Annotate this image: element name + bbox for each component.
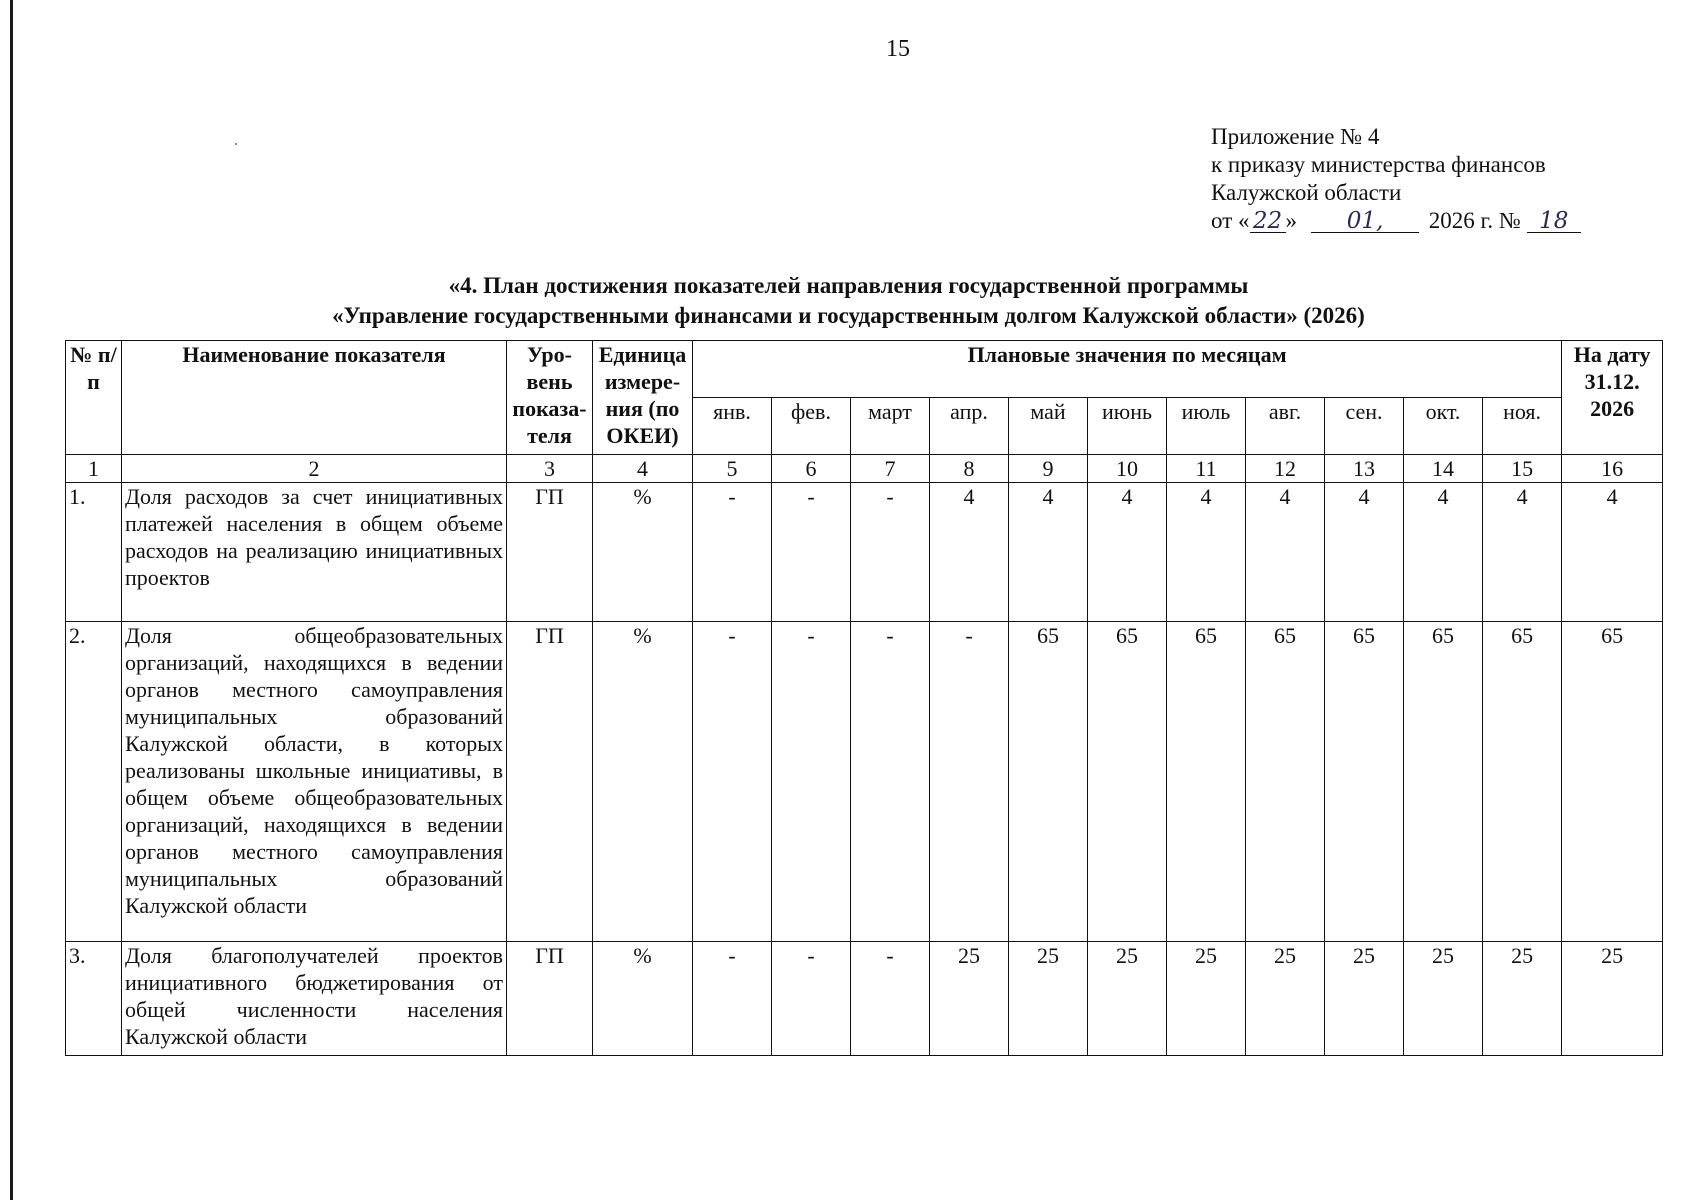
month-value-cell: 65 — [1404, 622, 1483, 942]
month-header: окт. — [1404, 398, 1483, 455]
month-value-cell: - — [772, 483, 851, 622]
month-value-cell: - — [772, 942, 851, 1056]
month-value-cell: - — [930, 622, 1009, 942]
month-header: ноя. — [1483, 398, 1562, 455]
month-value-cell: 4 — [1325, 483, 1404, 622]
column-number-cell: 10 — [1088, 455, 1167, 483]
row-number-cell: 2. — [66, 622, 122, 942]
appendix-line-3: Калужской области — [1211, 180, 1402, 205]
month-header: май — [1009, 398, 1088, 455]
month-value-cell: 25 — [1325, 942, 1404, 1056]
month-value-cell: 4 — [1246, 483, 1325, 622]
date-prefix: от « — [1211, 208, 1250, 233]
month-header: март — [851, 398, 930, 455]
header-final-date: На дату 31.12. 2026 — [1562, 341, 1663, 455]
month-value-cell: - — [851, 942, 930, 1056]
table-row — [66, 942, 1663, 1056]
page-edge-line — [10, 0, 13, 1200]
indicator-name-cell: Доля благополучателей проектов инициативного бюджетирования от общей численности населения Калужской области — [122, 942, 507, 1056]
month-value-cell: 25 — [1404, 942, 1483, 1056]
month-value-cell: 4 — [1167, 483, 1246, 622]
row-number-cell: 3. — [66, 942, 122, 1056]
column-number-cell: 6 — [772, 455, 851, 483]
column-number-cell: 15 — [1483, 455, 1562, 483]
level-cell: ГП — [507, 622, 593, 942]
unit-cell: % — [593, 483, 693, 622]
title-line-2: «Управление государственными финансами и государственным долгом Калужской области» (2026) — [332, 303, 1365, 328]
appendix-line-1: Приложение № 4 — [1211, 124, 1380, 149]
title-line-1: «4. План достижения показателей направления государственной программы — [448, 273, 1249, 298]
plan-table — [65, 340, 1663, 1056]
level-cell: ГП — [507, 942, 593, 1056]
table-row — [66, 622, 1663, 942]
month-value-cell: 25 — [1246, 942, 1325, 1056]
month-value-cell: 65 — [1088, 622, 1167, 942]
month-value-cell: - — [693, 622, 772, 942]
final-value-cell: 65 — [1562, 622, 1663, 942]
column-number-cell: 13 — [1325, 455, 1404, 483]
month-value-cell: 4 — [1404, 483, 1483, 622]
scan-speck — [235, 143, 237, 145]
page-number: 15 — [886, 36, 910, 62]
month-header: сен. — [1325, 398, 1404, 455]
column-number-cell: 3 — [507, 455, 593, 483]
appendix-block — [1211, 123, 1581, 235]
column-number-cell: 4 — [593, 455, 693, 483]
row-number-cell: 1. — [66, 483, 122, 622]
table-row — [66, 483, 1663, 622]
final-value-cell: 25 — [1562, 942, 1663, 1056]
month-header: июнь — [1088, 398, 1167, 455]
month-value-cell: 4 — [930, 483, 1009, 622]
month-value-cell: 65 — [1167, 622, 1246, 942]
month-value-cell: - — [851, 483, 930, 622]
final-value-cell: 4 — [1562, 483, 1663, 622]
column-number-cell: 12 — [1246, 455, 1325, 483]
unit-cell: % — [593, 942, 693, 1056]
month-value-cell: - — [772, 622, 851, 942]
appendix-date-line — [1211, 207, 1581, 235]
date-year: 2026 г. № — [1428, 208, 1521, 233]
column-number-cell: 11 — [1167, 455, 1246, 483]
header-level: Уро-вень показа-теля — [507, 341, 593, 455]
header-plan-by-month: Плановые значения по месяцам — [693, 341, 1562, 398]
indicator-name-cell: Доля общеобразовательных организаций, находящихся в ведении органов местного самоуправления муниципальных образований Калужской области, в которых реализованы школьные инициативы, в общем объеме общеобразовательных организаций, находящихся в ведении органов местного самоуправления муниципальных образований Калужской области — [122, 622, 507, 942]
month-header: авг. — [1246, 398, 1325, 455]
date-day-handwritten: 22 — [1250, 210, 1286, 233]
month-value-cell: 25 — [1009, 942, 1088, 1056]
month-value-cell: 65 — [1325, 622, 1404, 942]
month-value-cell: - — [693, 942, 772, 1056]
month-value-cell: - — [693, 483, 772, 622]
order-number-handwritten: 18 — [1527, 210, 1581, 233]
column-number-cell: 16 — [1562, 455, 1663, 483]
appendix-line-2: к приказу министерства финансов — [1211, 152, 1546, 177]
month-value-cell: 65 — [1009, 622, 1088, 942]
date-mid: » — [1285, 208, 1297, 233]
column-number-cell: 7 — [851, 455, 930, 483]
column-number-cell: 9 — [1009, 455, 1088, 483]
month-value-cell: 25 — [1088, 942, 1167, 1056]
month-header: янв. — [693, 398, 772, 455]
date-month-handwritten: 01, — [1311, 210, 1419, 233]
column-number-cell: 14 — [1404, 455, 1483, 483]
month-value-cell: 4 — [1009, 483, 1088, 622]
column-number-cell: 2 — [122, 455, 507, 483]
document-title — [0, 271, 1697, 331]
header-num: № п/п — [66, 341, 122, 455]
column-number-cell: 1 — [66, 455, 122, 483]
column-number-cell: 5 — [693, 455, 772, 483]
month-header: апр. — [930, 398, 1009, 455]
month-value-cell: 65 — [1246, 622, 1325, 942]
column-number-cell: 8 — [930, 455, 1009, 483]
month-header: фев. — [772, 398, 851, 455]
column-number-row — [66, 455, 1663, 483]
level-cell: ГП — [507, 483, 593, 622]
month-value-cell: 25 — [1167, 942, 1246, 1056]
month-value-cell: 4 — [1483, 483, 1562, 622]
header-name: Наименование показателя — [122, 341, 507, 455]
month-value-cell: 65 — [1483, 622, 1562, 942]
month-value-cell: 4 — [1088, 483, 1167, 622]
month-header: июль — [1167, 398, 1246, 455]
header-unit: Единица измере-ния (по ОКЕИ) — [593, 341, 693, 455]
month-value-cell: 25 — [1483, 942, 1562, 1056]
month-value-cell: 25 — [930, 942, 1009, 1056]
unit-cell: % — [593, 622, 693, 942]
indicator-name-cell: Доля расходов за счет инициативных платежей населения в общем объеме расходов на реализацию инициативных проектов — [122, 483, 507, 622]
month-value-cell: - — [851, 622, 930, 942]
